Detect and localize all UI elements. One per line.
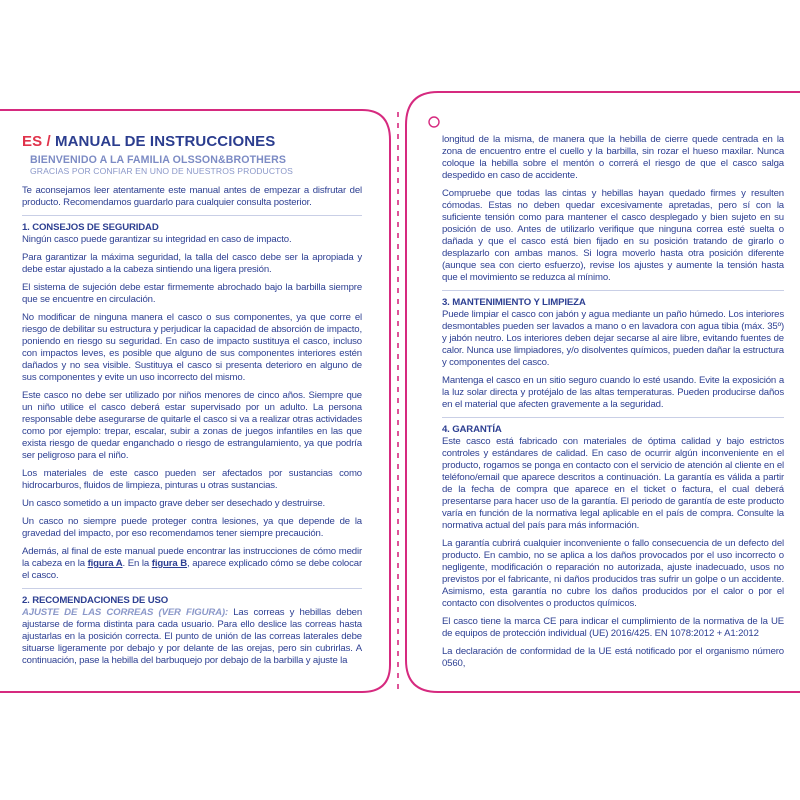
section-divider bbox=[22, 215, 362, 216]
paragraph-text: , aparece explicado cómo se debe colocar el casco. bbox=[22, 558, 362, 581]
section-heading-usage: 2. RECOMENDACIONES DE USO bbox=[22, 595, 169, 606]
section-divider bbox=[442, 290, 784, 291]
paragraph: El casco tiene la marca CE para indicar el cumplimiento de la normativa de la UE de equipos de protección individual (UE) 2016/425. EN 1078:2012 + A1:2012 bbox=[442, 616, 784, 639]
paragraph: No modificar de ninguna manera el casco o sus componentes, ya que corre el riesgo de debilitar su estructura y perjudicar la capacidad de absorción de impacto, poniendo en riesgo su seguridad. En caso de impacto sustituya el casco, incluso con impactos leves, es posible que alguno de sus componentes interiores estén dañados y no sea visible. Sustituya el casco si presenta deterioro en alguno de sus componentes y evite un uso incorrecto del mismo. bbox=[22, 312, 362, 383]
paragraph: Mantenga el casco en un sitio seguro cuando lo esté usando. Evite la exposición a la luz solar directa y protéjalo de las altas temperaturas. Pueden producirse daños en el material que afecten gravemente a la seguridad. bbox=[442, 375, 784, 410]
paragraph: Los materiales de este casco pueden ser afectados por sustancias como hidrocarburos, fluidos de limpieza, pinturas u otras sustancias. bbox=[22, 468, 362, 491]
section-heading-maintenance: 3. MANTENIMIENTO Y LIMPIEZA bbox=[442, 297, 586, 308]
paragraph: Ningún casco puede garantizar su integridad en caso de impacto. bbox=[22, 234, 292, 245]
section-heading-warranty: 4. GARANTÍA bbox=[442, 424, 502, 435]
paragraph: Puede limpiar el casco con jabón y agua mediante un paño húmedo. Los interiores desmontables pueden ser lavados a mano o en lavadora con agua tibia (máx. 35º) y jabón neutro. Los interiores deben dejar secarse al aire libre, evitando fuentes de calor. Nunca use limpiadores, y/o disolventes químicos, pueden dañar la estructura y componentes del casco. bbox=[442, 309, 784, 368]
welcome-title: BIENVENIDO A LA FAMILIA OLSSON&BROTHERS bbox=[30, 154, 286, 166]
section-divider bbox=[22, 588, 362, 589]
paragraph: Este casco no debe ser utilizado por niños menores de cinco años. Siempre que un niño utilice el casco deberá estar supervisado por un adulto. La persona responsable debe asegurarse de quitarle el casco si va a realizar otras actividades como por ejemplo: trepar, escalar, subir a zonas de juegos infantiles en las que exista riesgo de quedar enganchado o riesgo de estrangulamiento, ya que podría ser peligroso para el niño. bbox=[22, 390, 362, 461]
punch-hole bbox=[429, 117, 439, 127]
paragraph: Un casco no siempre puede proteger contra lesiones, ya que depende de la gravedad del impacto, por eso recomendamos tener siempre precaución. bbox=[22, 516, 362, 539]
paragraph: Para garantizar la máxima seguridad, la talla del casco debe ser la apropiada y debe estar ajustado a la cabeza sintiendo una ligera presión. bbox=[22, 252, 362, 275]
paragraph: longitud de la misma, de manera que la hebilla de cierre quede centrada en la zona de encuentro entre el cuello y la barbilla, sin rozar el hueso maxilar. Nunca coloque la hebilla sobre el mentón o correrá el riesgo de que el casco salga despedido en caso de accidente. bbox=[442, 134, 784, 181]
paragraph: La garantía cubrirá cualquier inconveniente o fallo consecuencia de un defecto del producto. En cambio, no se aplica a los daños provocados por el uso incorrecto o negligente, modificación o reparación no autorizada, ajuste inadecuado, usos no previstos por el fabricante, ni daños producidos tras sufrir un golpe o un accidente. Asimismo, esta garantía no cubre los daños producidos por el calor o por el contacto con disolventes o productos químicos. bbox=[442, 538, 784, 609]
paragraph: El sistema de sujeción debe estar firmemente abrochado bajo la barbilla siempre que se encuentre en circulación. bbox=[22, 282, 362, 305]
welcome-block bbox=[30, 154, 362, 177]
right-page bbox=[442, 134, 784, 676]
manual-title bbox=[22, 133, 362, 150]
paragraph-text: Las correas y hebillas deben ajustarse de forma distinta para cada usuario. Para ello deslice las correas hasta ajustarlas en la posición correcta. El punto de unión de las correas laterales debe situarse ligeramente por debajo y por delante de las orejas, pero sin cubrirlas. A continuación, pase la hebilla del barbuquejo por debajo de la barbilla y ajuste la bbox=[22, 607, 362, 666]
figure-reference-paragraph bbox=[22, 546, 362, 582]
left-page bbox=[22, 133, 362, 673]
section-heading-safety: 1. CONSEJOS DE SEGURIDAD bbox=[22, 222, 159, 233]
paragraph-text: . En la bbox=[122, 558, 152, 569]
language-code: ES / bbox=[22, 133, 51, 150]
intro-paragraph: Te aconsejamos leer atentamente este manual antes de empezar a disfrutar del producto. Recomendamos guardarlo para cualquier consulta posterior. bbox=[22, 185, 362, 208]
manual-title-text: MANUAL DE INSTRUCCIONES bbox=[55, 133, 276, 150]
figure-b-link[interactable]: figura B bbox=[151, 558, 188, 569]
paragraph-text: Además, al final de este manual puede encontrar las instrucciones de cómo medir la cabeza en la bbox=[22, 546, 362, 569]
paragraph: Este casco está fabricado con materiales de óptima calidad y bajo estrictos controles y estándares de calidad. En caso de ocurrir algún inconveniente en el producto, rogamos se ponga en contacto con el servicio de atención al cliente en el teléfono/email que aparece descritos a continuación. La garantía es válida a partir de la fecha de compra que aparece en el ticket o factura, el cual deberá presentarse para hacer uso de la garantía. El periodo de garantía de este producto varía en función de la normativa legal aplicable en el país de compra. Consulte la normativa actual del país para más información. bbox=[442, 436, 784, 531]
subheading-strap-adjustment: AJUSTE DE LAS CORREAS (VER FIGURA): bbox=[22, 607, 229, 618]
paragraph: Compruebe que todas las cintas y hebillas hayan quedado firmes y resulten cómodas. Estas no deben quedar excesivamente apretadas, pero sí con la suficiente tensión como para mantener el casco desplegado y bien sujeto en su posición de uso. Antes de utilizarlo verifique que ninguna correa esté suelta o dañada y que el casco está bien fijado en su posición tratando de girarlo o desplazarlo con ambas manos. Si logra moverlo hasta otra posición diferente (aunque sea con cierto esfuerzo), revise los ajustes y aumente la tensión hasta que el movimiento se reduzca al mínimo. bbox=[442, 188, 784, 283]
paragraph bbox=[22, 607, 362, 667]
section-divider bbox=[442, 417, 784, 418]
paragraph: La declaración de conformidad de la UE está notificado por el organismo número 0560, bbox=[442, 646, 784, 669]
welcome-subtitle: GRACIAS POR CONFIAR EN UNO DE NUESTROS PRODUCTOS bbox=[30, 166, 293, 176]
figure-a-link[interactable]: figura A bbox=[87, 558, 123, 569]
paragraph: Un casco sometido a un impacto grave deber ser desechado y destruirse. bbox=[22, 498, 326, 509]
